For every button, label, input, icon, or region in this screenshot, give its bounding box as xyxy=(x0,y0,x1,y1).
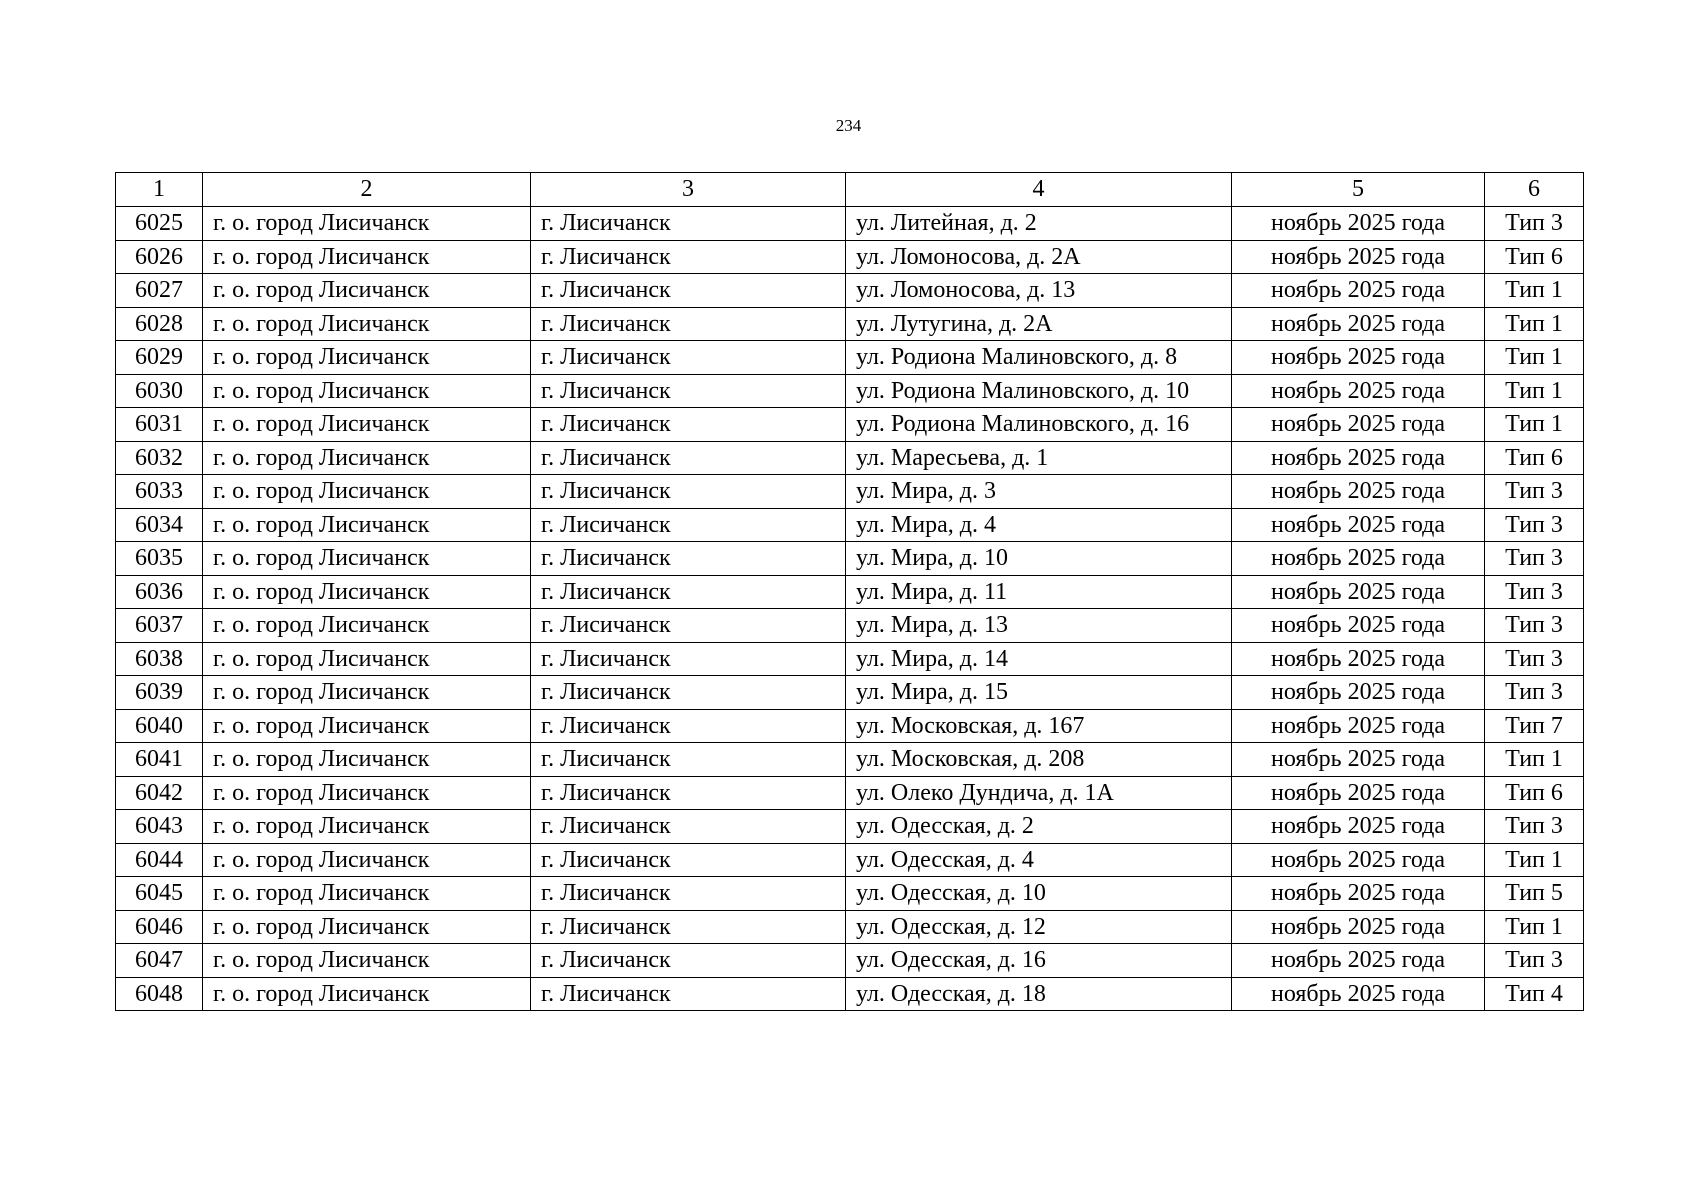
date-cell: ноябрь 2025 года xyxy=(1232,307,1485,341)
date-cell: ноябрь 2025 года xyxy=(1232,944,1485,978)
address-cell: ул. Мира, д. 14 xyxy=(846,642,1232,676)
type-cell: Тип 1 xyxy=(1485,743,1584,777)
row-number-cell: 6042 xyxy=(116,776,203,810)
settlement-cell: г. Лисичанск xyxy=(531,743,846,777)
address-cell: ул. Мира, д. 13 xyxy=(846,609,1232,643)
type-cell: Тип 7 xyxy=(1485,709,1584,743)
table-row xyxy=(116,843,1584,877)
type-cell: Тип 1 xyxy=(1485,843,1584,877)
table-row xyxy=(116,508,1584,542)
date-cell: ноябрь 2025 года xyxy=(1232,207,1485,241)
row-number-cell: 6030 xyxy=(116,374,203,408)
address-cell: ул. Одесская, д. 2 xyxy=(846,810,1232,844)
address-cell: ул. Мира, д. 4 xyxy=(846,508,1232,542)
column-header-1: 1 xyxy=(116,173,203,207)
column-header-3: 3 xyxy=(531,173,846,207)
date-cell: ноябрь 2025 года xyxy=(1232,977,1485,1011)
settlement-cell: г. Лисичанск xyxy=(531,944,846,978)
table-row xyxy=(116,944,1584,978)
type-cell: Тип 3 xyxy=(1485,508,1584,542)
row-number-cell: 6031 xyxy=(116,408,203,442)
type-cell: Тип 3 xyxy=(1485,575,1584,609)
column-header-2: 2 xyxy=(203,173,531,207)
date-cell: ноябрь 2025 года xyxy=(1232,709,1485,743)
registry-table xyxy=(115,172,1584,1011)
type-cell: Тип 6 xyxy=(1485,776,1584,810)
row-number-cell: 6025 xyxy=(116,207,203,241)
address-cell: ул. Родиона Малиновского, д. 10 xyxy=(846,374,1232,408)
table-row xyxy=(116,475,1584,509)
address-cell: ул. Маресьева, д. 1 xyxy=(846,441,1232,475)
table-row xyxy=(116,575,1584,609)
type-cell: Тип 1 xyxy=(1485,910,1584,944)
address-cell: ул. Одесская, д. 12 xyxy=(846,910,1232,944)
row-number-cell: 6036 xyxy=(116,575,203,609)
table-row xyxy=(116,542,1584,576)
table-row xyxy=(116,709,1584,743)
date-cell: ноябрь 2025 года xyxy=(1232,877,1485,911)
address-cell: ул. Ломоносова, д. 13 xyxy=(846,274,1232,308)
district-cell: г. о. город Лисичанск xyxy=(203,575,531,609)
settlement-cell: г. Лисичанск xyxy=(531,877,846,911)
date-cell: ноябрь 2025 года xyxy=(1232,341,1485,375)
settlement-cell: г. Лисичанск xyxy=(531,475,846,509)
row-number-cell: 6033 xyxy=(116,475,203,509)
table-row xyxy=(116,910,1584,944)
date-cell: ноябрь 2025 года xyxy=(1232,843,1485,877)
settlement-cell: г. Лисичанск xyxy=(531,609,846,643)
table-body xyxy=(116,207,1584,1011)
table-row xyxy=(116,274,1584,308)
table-row xyxy=(116,676,1584,710)
table-row xyxy=(116,441,1584,475)
table-row xyxy=(116,776,1584,810)
district-cell: г. о. город Лисичанск xyxy=(203,374,531,408)
table-row xyxy=(116,977,1584,1011)
table-row xyxy=(116,609,1584,643)
district-cell: г. о. город Лисичанск xyxy=(203,910,531,944)
type-cell: Тип 1 xyxy=(1485,408,1584,442)
row-number-cell: 6039 xyxy=(116,676,203,710)
table-row xyxy=(116,810,1584,844)
type-cell: Тип 3 xyxy=(1485,810,1584,844)
row-number-cell: 6028 xyxy=(116,307,203,341)
row-number-cell: 6026 xyxy=(116,240,203,274)
settlement-cell: г. Лисичанск xyxy=(531,542,846,576)
address-cell: ул. Литейная, д. 2 xyxy=(846,207,1232,241)
district-cell: г. о. город Лисичанск xyxy=(203,609,531,643)
address-cell: ул. Олеко Дундича, д. 1А xyxy=(846,776,1232,810)
type-cell: Тип 3 xyxy=(1485,475,1584,509)
settlement-cell: г. Лисичанск xyxy=(531,508,846,542)
date-cell: ноябрь 2025 года xyxy=(1232,441,1485,475)
row-number-cell: 6044 xyxy=(116,843,203,877)
settlement-cell: г. Лисичанск xyxy=(531,341,846,375)
row-number-cell: 6040 xyxy=(116,709,203,743)
date-cell: ноябрь 2025 года xyxy=(1232,910,1485,944)
page-number: 234 xyxy=(835,116,862,135)
date-cell: ноябрь 2025 года xyxy=(1232,240,1485,274)
row-number-cell: 6041 xyxy=(116,743,203,777)
settlement-cell: г. Лисичанск xyxy=(531,441,846,475)
settlement-cell: г. Лисичанск xyxy=(531,776,846,810)
settlement-cell: г. Лисичанск xyxy=(531,810,846,844)
date-cell: ноябрь 2025 года xyxy=(1232,508,1485,542)
table-row xyxy=(116,341,1584,375)
district-cell: г. о. город Лисичанск xyxy=(203,642,531,676)
column-header-5: 5 xyxy=(1232,173,1485,207)
table-row xyxy=(116,743,1584,777)
table-header xyxy=(116,173,1584,207)
row-number-cell: 6034 xyxy=(116,508,203,542)
settlement-cell: г. Лисичанск xyxy=(531,240,846,274)
row-number-cell: 6038 xyxy=(116,642,203,676)
settlement-cell: г. Лисичанск xyxy=(531,676,846,710)
address-cell: ул. Лутугина, д. 2А xyxy=(846,307,1232,341)
type-cell: Тип 3 xyxy=(1485,944,1584,978)
row-number-cell: 6037 xyxy=(116,609,203,643)
settlement-cell: г. Лисичанск xyxy=(531,709,846,743)
table-row xyxy=(116,408,1584,442)
table-row xyxy=(116,877,1584,911)
district-cell: г. о. город Лисичанск xyxy=(203,944,531,978)
settlement-cell: г. Лисичанск xyxy=(531,977,846,1011)
district-cell: г. о. город Лисичанск xyxy=(203,743,531,777)
row-number-cell: 6027 xyxy=(116,274,203,308)
address-cell: ул. Мира, д. 15 xyxy=(846,676,1232,710)
address-cell: ул. Одесская, д. 10 xyxy=(846,877,1232,911)
settlement-cell: г. Лисичанск xyxy=(531,274,846,308)
district-cell: г. о. город Лисичанск xyxy=(203,408,531,442)
address-cell: ул. Мира, д. 10 xyxy=(846,542,1232,576)
district-cell: г. о. город Лисичанск xyxy=(203,676,531,710)
table-row xyxy=(116,307,1584,341)
district-cell: г. о. город Лисичанск xyxy=(203,274,531,308)
district-cell: г. о. город Лисичанск xyxy=(203,776,531,810)
type-cell: Тип 4 xyxy=(1485,977,1584,1011)
district-cell: г. о. город Лисичанск xyxy=(203,307,531,341)
row-number-cell: 6047 xyxy=(116,944,203,978)
district-cell: г. о. город Лисичанск xyxy=(203,240,531,274)
type-cell: Тип 1 xyxy=(1485,341,1584,375)
date-cell: ноябрь 2025 года xyxy=(1232,642,1485,676)
row-number-cell: 6035 xyxy=(116,542,203,576)
district-cell: г. о. город Лисичанск xyxy=(203,542,531,576)
type-cell: Тип 1 xyxy=(1485,307,1584,341)
row-number-cell: 6046 xyxy=(116,910,203,944)
district-cell: г. о. город Лисичанск xyxy=(203,441,531,475)
date-cell: ноябрь 2025 года xyxy=(1232,408,1485,442)
address-cell: ул. Родиона Малиновского, д. 8 xyxy=(846,341,1232,375)
address-cell: ул. Родиона Малиновского, д. 16 xyxy=(846,408,1232,442)
settlement-cell: г. Лисичанск xyxy=(531,207,846,241)
type-cell: Тип 3 xyxy=(1485,542,1584,576)
address-cell: ул. Московская, д. 167 xyxy=(846,709,1232,743)
column-header-4: 4 xyxy=(846,173,1232,207)
district-cell: г. о. город Лисичанск xyxy=(203,475,531,509)
address-cell: ул. Ломоносова, д. 2А xyxy=(846,240,1232,274)
district-cell: г. о. город Лисичанск xyxy=(203,508,531,542)
row-number-cell: 6032 xyxy=(116,441,203,475)
type-cell: Тип 5 xyxy=(1485,877,1584,911)
date-cell: ноябрь 2025 года xyxy=(1232,542,1485,576)
address-cell: ул. Мира, д. 3 xyxy=(846,475,1232,509)
settlement-cell: г. Лисичанск xyxy=(531,307,846,341)
column-header-6: 6 xyxy=(1485,173,1584,207)
row-number-cell: 6045 xyxy=(116,877,203,911)
type-cell: Тип 6 xyxy=(1485,441,1584,475)
date-cell: ноябрь 2025 года xyxy=(1232,374,1485,408)
date-cell: ноябрь 2025 года xyxy=(1232,575,1485,609)
date-cell: ноябрь 2025 года xyxy=(1232,676,1485,710)
district-cell: г. о. город Лисичанск xyxy=(203,977,531,1011)
type-cell: Тип 3 xyxy=(1485,207,1584,241)
date-cell: ноябрь 2025 года xyxy=(1232,475,1485,509)
address-cell: ул. Одесская, д. 16 xyxy=(846,944,1232,978)
type-cell: Тип 1 xyxy=(1485,274,1584,308)
district-cell: г. о. город Лисичанск xyxy=(203,341,531,375)
date-cell: ноябрь 2025 года xyxy=(1232,776,1485,810)
date-cell: ноябрь 2025 года xyxy=(1232,743,1485,777)
type-cell: Тип 3 xyxy=(1485,676,1584,710)
district-cell: г. о. город Лисичанск xyxy=(203,709,531,743)
district-cell: г. о. город Лисичанск xyxy=(203,843,531,877)
row-number-cell: 6048 xyxy=(116,977,203,1011)
district-cell: г. о. город Лисичанск xyxy=(203,207,531,241)
settlement-cell: г. Лисичанск xyxy=(531,408,846,442)
district-cell: г. о. город Лисичанск xyxy=(203,877,531,911)
address-cell: ул. Одесская, д. 4 xyxy=(846,843,1232,877)
table-row xyxy=(116,240,1584,274)
date-cell: ноябрь 2025 года xyxy=(1232,810,1485,844)
header-row xyxy=(116,173,1584,207)
type-cell: Тип 3 xyxy=(1485,609,1584,643)
table-row xyxy=(116,374,1584,408)
table-row xyxy=(116,642,1584,676)
district-cell: г. о. город Лисичанск xyxy=(203,810,531,844)
address-cell: ул. Одесская, д. 18 xyxy=(846,977,1232,1011)
row-number-cell: 6029 xyxy=(116,341,203,375)
row-number-cell: 6043 xyxy=(116,810,203,844)
type-cell: Тип 3 xyxy=(1485,642,1584,676)
settlement-cell: г. Лисичанск xyxy=(531,575,846,609)
settlement-cell: г. Лисичанск xyxy=(531,843,846,877)
settlement-cell: г. Лисичанск xyxy=(531,910,846,944)
table-row xyxy=(116,207,1584,241)
settlement-cell: г. Лисичанск xyxy=(531,642,846,676)
address-cell: ул. Мира, д. 11 xyxy=(846,575,1232,609)
settlement-cell: г. Лисичанск xyxy=(531,374,846,408)
date-cell: ноябрь 2025 года xyxy=(1232,609,1485,643)
address-cell: ул. Московская, д. 208 xyxy=(846,743,1232,777)
type-cell: Тип 1 xyxy=(1485,374,1584,408)
date-cell: ноябрь 2025 года xyxy=(1232,274,1485,308)
type-cell: Тип 6 xyxy=(1485,240,1584,274)
